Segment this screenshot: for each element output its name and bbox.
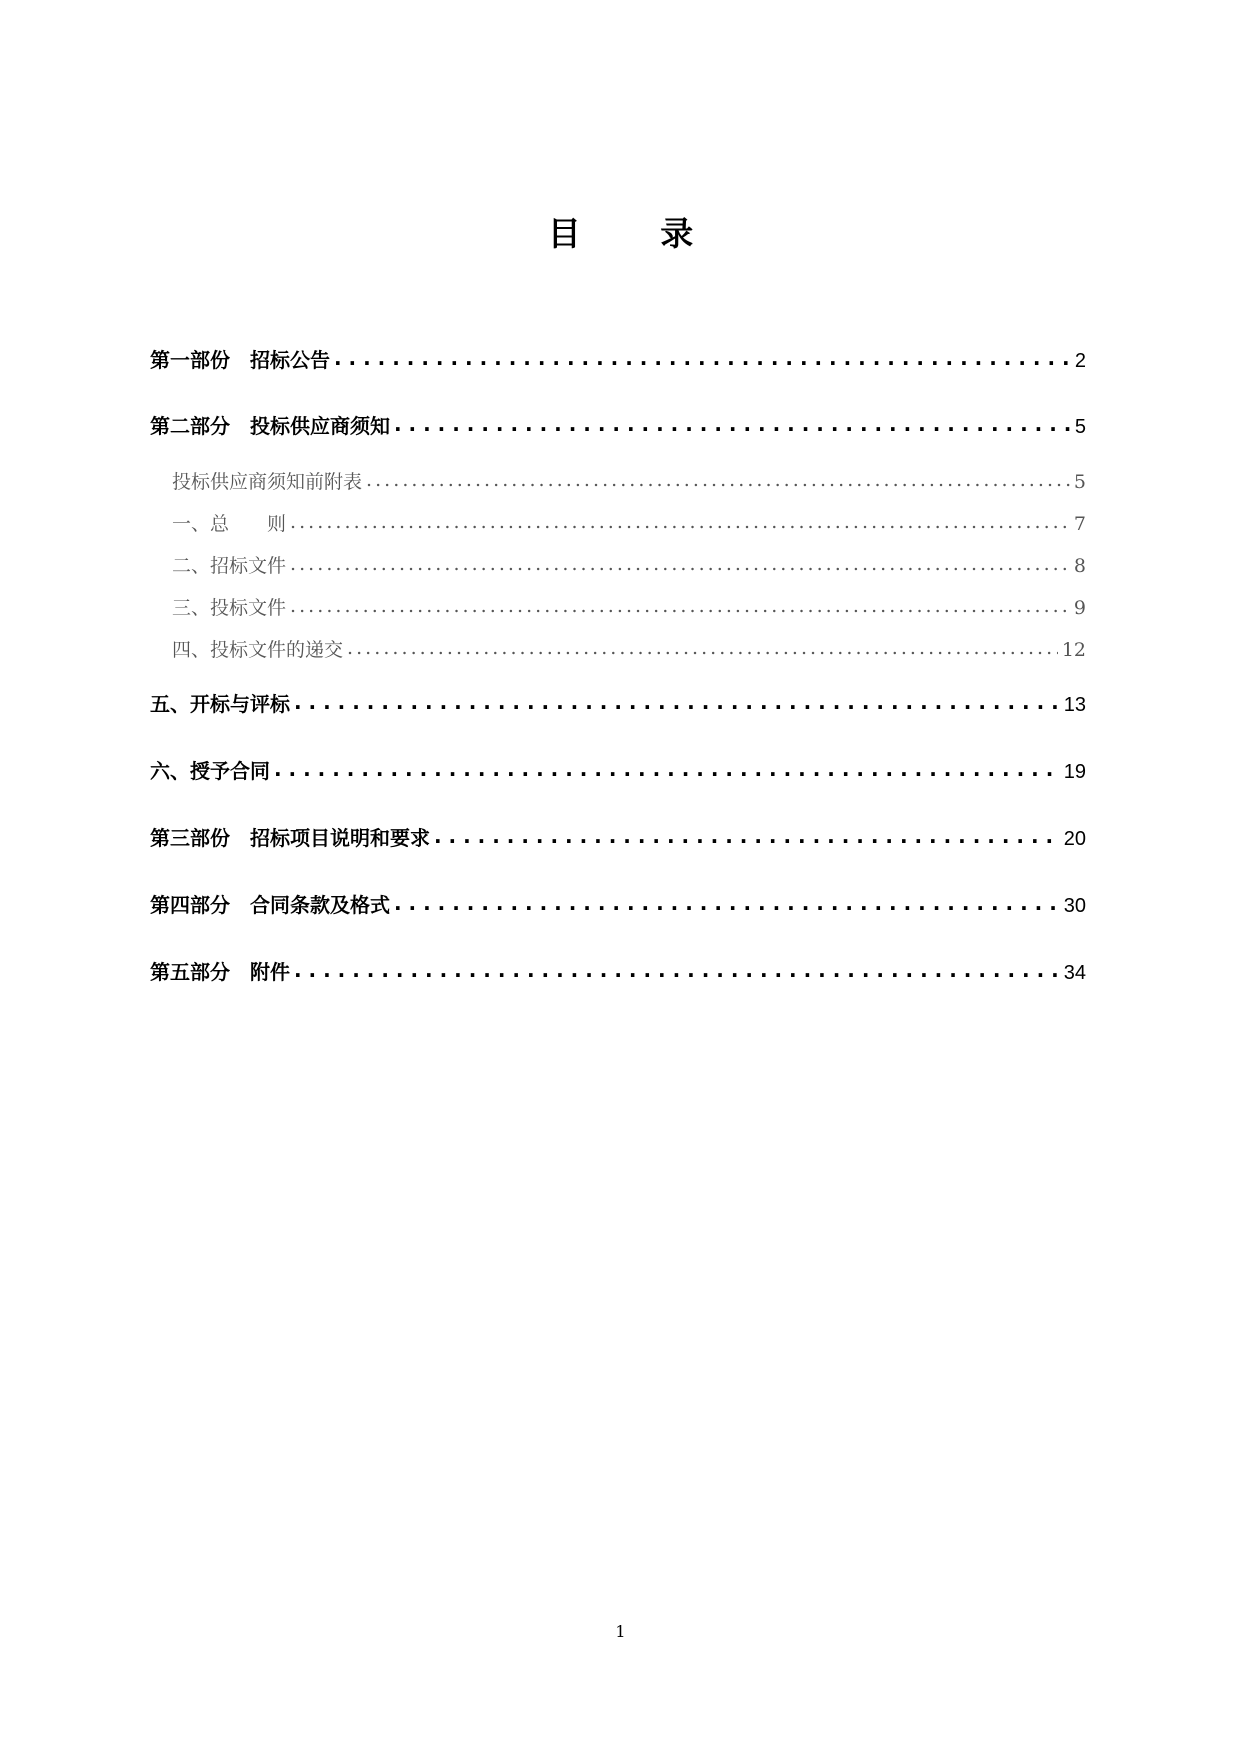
toc-entry-label: 三、投标文件 xyxy=(172,597,287,619)
dot-leader xyxy=(394,889,1060,917)
toc-entry-part-3[interactable] xyxy=(150,824,1086,853)
toc-entry-part-2[interactable] xyxy=(150,412,1086,441)
toc-entry-page: 34 xyxy=(1063,962,1086,984)
toc-entry-sub-general[interactable] xyxy=(172,511,1086,537)
page-title: 目 录 xyxy=(547,214,728,253)
toc-entry-label: 二、招标文件 xyxy=(172,555,287,577)
toc-entry-page: 8 xyxy=(1073,555,1086,577)
toc-entry-label: 五、开标与评标 xyxy=(150,692,290,716)
toc-entry-sub-submission[interactable] xyxy=(172,637,1086,663)
toc-entry-page: 12 xyxy=(1061,639,1086,661)
toc-entry-award-contract[interactable] xyxy=(150,757,1086,786)
toc-entry-page: 19 xyxy=(1063,761,1086,783)
dot-leader xyxy=(290,551,1070,577)
toc-entry-label: 第三部份 招标项目说明和要求 xyxy=(150,826,430,850)
toc-entry-label: 第二部分 投标供应商须知 xyxy=(150,414,390,438)
dot-leader xyxy=(290,509,1070,535)
toc-entry-page: 30 xyxy=(1063,895,1086,917)
toc-entry-sub-front-table[interactable] xyxy=(172,469,1086,495)
toc-entry-label: 第五部分 附件 xyxy=(150,960,290,984)
toc-entry-sub-tender-docs[interactable] xyxy=(172,553,1086,579)
dot-leader xyxy=(294,688,1060,716)
dot-leader xyxy=(290,593,1070,619)
toc-entry-sub-bid-docs[interactable] xyxy=(172,595,1086,621)
toc-entry-page: 7 xyxy=(1073,513,1086,535)
toc-entry-label: 六、授予合同 xyxy=(150,759,270,783)
dot-leader xyxy=(347,635,1058,661)
toc-entry-part-4[interactable] xyxy=(150,891,1086,920)
toc-entry-page: 2 xyxy=(1074,350,1086,372)
dot-leader xyxy=(434,822,1060,850)
toc-entry-part-5[interactable] xyxy=(150,958,1086,987)
dot-leader xyxy=(394,410,1071,438)
toc-entry-page: 20 xyxy=(1063,828,1086,850)
toc-entry-page: 5 xyxy=(1074,416,1086,438)
page-number: 1 xyxy=(615,1622,626,1641)
toc-entry-page: 5 xyxy=(1073,471,1086,493)
toc-entry-opening-evaluation[interactable] xyxy=(150,690,1086,719)
toc-entry-label: 第一部份 招标公告 xyxy=(150,348,330,372)
toc-entry-label: 四、投标文件的递交 xyxy=(172,639,344,661)
dot-leader xyxy=(294,956,1060,984)
toc-entry-label: 一、总 则 xyxy=(172,513,287,535)
toc-entry-label: 第四部分 合同条款及格式 xyxy=(150,893,390,917)
toc-entry-part-1[interactable] xyxy=(150,346,1086,375)
dot-leader xyxy=(366,467,1070,493)
toc-entry-page: 13 xyxy=(1063,694,1086,716)
toc-entry-label: 投标供应商须知前附表 xyxy=(172,471,363,493)
toc-entry-page: 9 xyxy=(1073,597,1086,619)
dot-leader xyxy=(334,344,1071,372)
dot-leader xyxy=(274,755,1060,783)
